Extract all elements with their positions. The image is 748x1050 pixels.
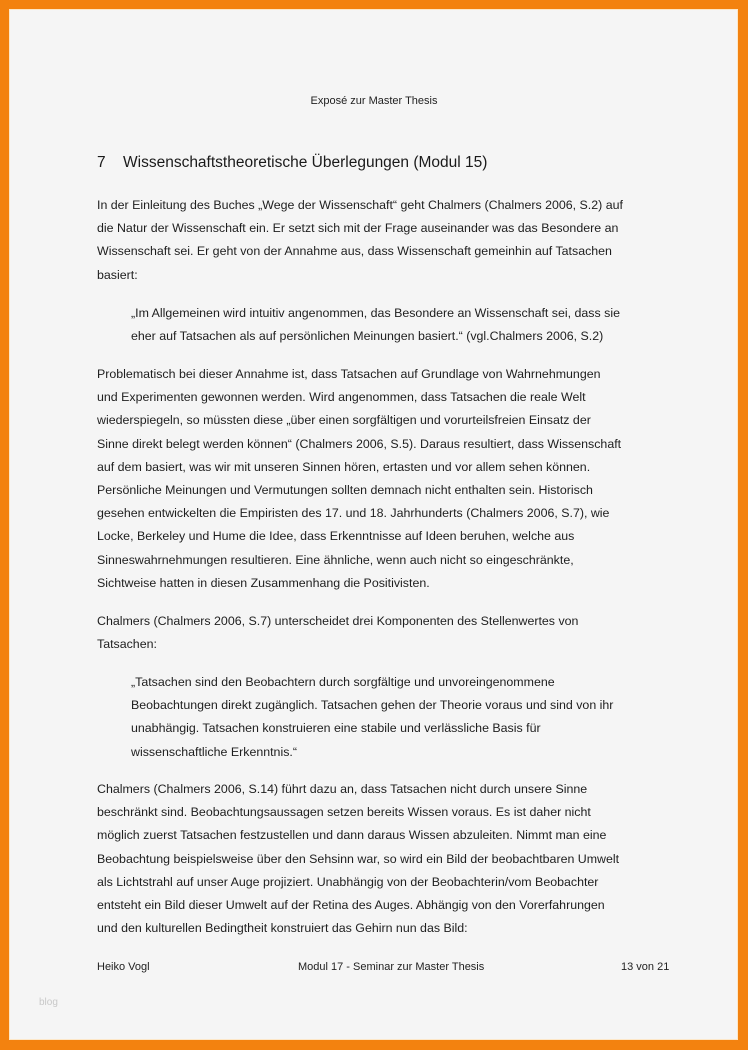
block-quote-1 — [131, 302, 676, 348]
text-line: Tatsachen: — [97, 637, 157, 652]
text-line: auf dem basiert, was wir mit unseren Sinnen hören, ertasten und vor allem sehen können. — [97, 459, 591, 474]
text-line: gesehen entwickelten die Empiristen des 17. und 18. Jahrhunderts (Chalmers 2006, S.7), wie — [97, 506, 610, 521]
quote-line: Beobachtungen direkt zugänglich. Tatsachen gehen der Theorie voraus und sind von ihr — [131, 698, 614, 713]
quote-line: eher auf Tatsachen als auf persönlichen Meinungen basiert.“ (vgl.Chalmers 2006, S.2) — [131, 329, 604, 344]
text-line: Sichtweise hatten in diesen Zusammenhang die Positivisten. — [97, 575, 430, 590]
quote-line: unabhängig. Tatsachen konstruieren eine stabile und verlässliche Basis für — [131, 721, 541, 736]
paragraph-problem — [97, 363, 677, 595]
text-line: wiederspiegeln, so müssten diese „über einen sorgfältigen und vorurteilsfreien Einsatz der — [97, 413, 591, 428]
paragraph-intro — [97, 194, 677, 287]
footer-module: Modul 17 - Seminar zur Master Thesis — [298, 961, 485, 973]
text-line: die Natur der Wissenschaft ein. Er setzt sich mit der Frage auseinander was das Besondere an — [97, 221, 619, 236]
text-line: Problematisch bei dieser Annahme ist, dass Tatsachen auf Grundlage von Wahrnehmungen — [97, 367, 601, 381]
footer-author: Heiko Vogl — [97, 961, 150, 973]
text-line: entsteht ein Bild dieser Umwelt auf der Retina des Auges. Abhängig von den Vorerfahrungen — [97, 898, 605, 913]
text-line: und den kulturellen Bedingtheit konstruiert das Gehirn nun das Bild: — [97, 921, 468, 936]
running-header: Exposé zur Master Thesis — [310, 95, 438, 107]
paragraph-observation — [97, 778, 677, 940]
text-line: Chalmers (Chalmers 2006, S.7) unterscheidet drei Komponenten des Stellenwertes von — [97, 614, 579, 628]
text-line: Persönliche Meinungen und Vermutungen sollten demnach nicht enthalten sein. Historisch — [97, 483, 593, 498]
text-line: Beobachtung beispielsweise über den Sehsinn war, so wird ein Bild der beobachtbaren Umwelt — [97, 851, 620, 866]
text-line: In der Einleitung des Buches „Wege der Wissenschaft“ geht Chalmers (Chalmers 2006, S.2) auf — [97, 198, 623, 212]
section-title: Wissenschaftstheoretische Überlegungen (Modul 15) — [123, 154, 488, 171]
text-line: Wissenschaft sei. Er geht von der Annahme aus, dass Wissenschaft gemeinhin auf Tatsachen — [97, 244, 612, 259]
quote-line: „Tatsachen sind den Beobachtern durch sorgfältige und unvoreingenommene — [131, 675, 555, 689]
paragraph-components — [97, 610, 677, 656]
section-heading — [97, 154, 487, 172]
text-line: als Lichtstrahl auf unser Auge projiziert. Unabhängig von der Beobachterin/vom Beobachter — [97, 874, 599, 889]
section-number: 7 — [97, 154, 106, 171]
text-line: Sinne direkt belegt werden können“ (Chalmers 2006, S.5). Daraus resultiert, dass Wissenschaft — [97, 436, 622, 451]
quote-line: wissenschaftliche Erkenntnis.“ — [131, 744, 297, 759]
quote-line: „Im Allgemeinen wird intuitiv angenommen, das Besondere an Wissenschaft sei, dass sie — [131, 306, 620, 320]
text-line: Chalmers (Chalmers 2006, S.14) führt dazu an, dass Tatsachen nicht durch unsere Sinne — [97, 782, 588, 796]
block-quote-2 — [131, 671, 676, 764]
text-line: Sinneswahrnehmungen resultieren. Eine ähnliche, wenn auch nicht so eingeschränkte, — [97, 552, 574, 567]
text-line: basiert: — [97, 267, 138, 282]
watermark: blog — [39, 997, 58, 1008]
footer-page-number: 13 von 21 — [621, 961, 670, 973]
text-line: möglich zuerst Tatsachen festzustellen und dann daraus Wissen abzuleiten. Nimmt man eine — [97, 828, 607, 843]
text-line: Locke, Berkeley und Hume die Idee, dass Erkenntnisse auf Ideen beruhen, welche aus — [97, 529, 575, 544]
text-line: beschränkt sind. Beobachtungsaussagen setzen bereits Wissen voraus. Es ist daher nicht — [97, 805, 591, 820]
text-line: und Experimenten gewonnen werden. Wird angenommen, dass Tatsachen die reale Welt — [97, 390, 586, 405]
